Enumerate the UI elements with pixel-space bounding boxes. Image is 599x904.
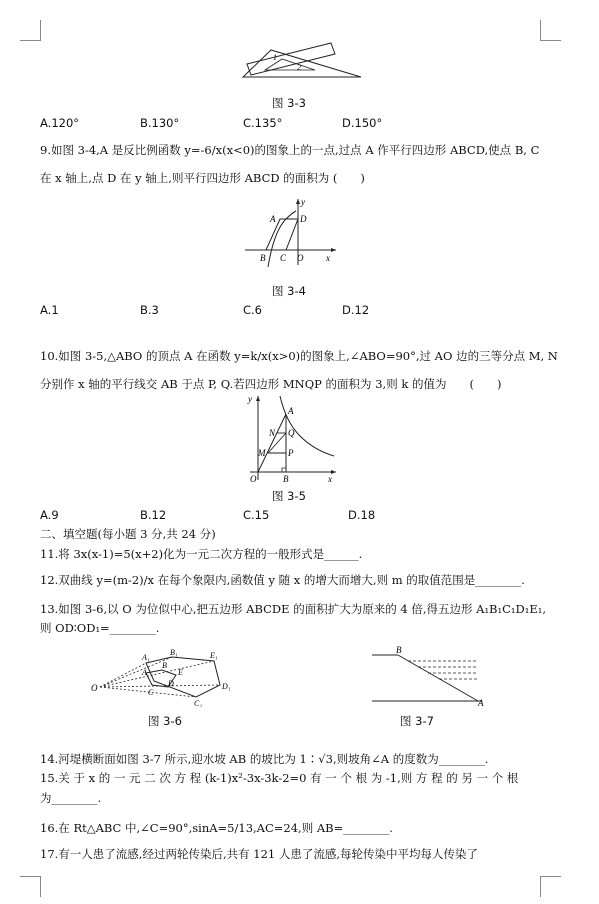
- q10-option-b: B.12: [140, 508, 167, 522]
- q9-option-a: A.1: [40, 303, 59, 317]
- section-2-heading: 二、填空题(每小题 3 分,共 24 分): [40, 527, 216, 541]
- fig34-label-d: D: [300, 214, 307, 224]
- q15-stem-line1: 15.关 于 x 的 一 元 二 次 方 程 (k-1)x²-3x-3k-2=0 有 一 个 根 为 -1,则 方 程 的 另 一 个 根: [40, 771, 519, 785]
- corner-mark-bottom-left: [20, 876, 41, 897]
- fig34-label-a: A: [270, 214, 276, 224]
- fig35-label-n: N: [269, 428, 276, 438]
- q9-stem-line2: 在 x 轴上,点 D 在 y 轴上,则平行四边形 ABCD 的面积为 ( ): [40, 171, 365, 185]
- q17-stem: 17.有一人患了流感,经过两轮传染后,共有 121 人患了流感,每轮传染中平均每人传染了: [40, 847, 479, 861]
- q11-stem: 11.将 3x(x-1)=5(x+2)化为一元二次方程的一般形式是______.: [40, 547, 363, 561]
- fig34-label-x: x: [326, 253, 330, 263]
- q9-option-c: C.6: [243, 303, 263, 317]
- figure-3-3-caption: 图 3-3: [272, 96, 306, 110]
- q15-stem-line2: 为________.: [40, 791, 102, 805]
- figure-3-7: [368, 645, 493, 707]
- q16-stem: 16.在 Rt△ABC 中,∠C=90°,sinA=5/13,AC=24,则 AB=________.: [40, 821, 393, 835]
- fig36-label-d: D: [168, 679, 174, 688]
- fig36-label-d1: D₁: [222, 682, 231, 691]
- corner-mark-top-left: [20, 20, 41, 41]
- fig33-label-1: 1: [273, 53, 277, 62]
- fig37-label-b: B: [396, 645, 402, 655]
- fig34-label-o: O: [297, 253, 304, 263]
- fig35-label-y: y: [248, 394, 252, 404]
- fig36-label-e1: E₁: [210, 651, 218, 660]
- q13-stem-line1: 13.如图 3-6,以 O 为位似中心,把五边形 ABCDE 的面积扩大为原来的 4 倍,得五边形 A₁B₁C₁D₁E₁,: [40, 602, 547, 616]
- fig36-label-b1: B₁: [170, 648, 178, 657]
- figure-3-4-caption: 图 3-4: [272, 284, 306, 298]
- fig36-label-c1: C₁: [194, 699, 203, 707]
- fig35-label-o: O: [250, 474, 257, 482]
- q10-stem-line2: 分别作 x 轴的平行线交 AB 于点 P, Q.若四边形 MNQP 的面积为 3,则 k 的值为 ( ): [40, 377, 502, 391]
- q10-option-c: C.15: [243, 508, 270, 522]
- fig35-label-b: B: [283, 474, 289, 482]
- fig33-label-2: 2: [297, 63, 301, 72]
- fig36-label-a: A: [142, 668, 147, 677]
- q8-option-c: C.135°: [243, 116, 283, 130]
- fig35-label-p: P: [288, 448, 294, 458]
- q10-option-a: A.9: [40, 508, 59, 522]
- figure-3-7-caption: 图 3-7: [400, 714, 434, 728]
- fig35-label-a: A: [288, 406, 294, 416]
- q14-stem: 14.河堤横断面如图 3-7 所示,迎水坡 AB 的坡比为 1∶√3,则坡角∠A 的度数为________.: [40, 752, 489, 766]
- fig35-label-q: Q: [288, 428, 295, 438]
- figure-3-5: [240, 392, 340, 482]
- fig37-label-a: A: [478, 698, 484, 707]
- figure-3-4: [240, 195, 340, 267]
- figure-3-6-caption: 图 3-6: [148, 714, 182, 728]
- fig34-label-c: C: [280, 253, 287, 263]
- fig35-label-x: x: [328, 474, 332, 482]
- q12-stem: 12.双曲线 y=(m-2)/x 在每个象限内,函数值 y 随 x 的增大而增大,则 m 的取值范围是________.: [40, 573, 525, 587]
- q10-option-d: D.18: [348, 508, 376, 522]
- figure-3-6: [90, 645, 240, 707]
- fig34-label-b: B: [260, 253, 266, 263]
- corner-mark-bottom-right: [540, 876, 561, 897]
- q8-option-a: A.120°: [40, 116, 80, 130]
- figure-3-5-caption: 图 3-5: [272, 489, 306, 503]
- fig34-label-y: y: [301, 197, 305, 207]
- fig36-label-o: O: [91, 683, 98, 693]
- fig36-label-b: B: [162, 661, 167, 670]
- q8-option-b: B.130°: [140, 116, 180, 130]
- fig36-label-c: C: [148, 688, 154, 697]
- q8-option-d: D.150°: [342, 116, 383, 130]
- fig35-label-m: M: [258, 448, 266, 458]
- q9-option-d: D.12: [342, 303, 370, 317]
- fig36-label-e: E: [178, 668, 183, 677]
- q9-option-b: B.3: [140, 303, 159, 317]
- fig36-label-a1: A₁: [142, 653, 150, 662]
- q10-stem-line1: 10.如图 3-5,△ABO 的顶点 A 在函数 y=k/x(x>0)的图象上,∠ABO=90°,过 AO 边的三等分点 M, N: [40, 349, 558, 363]
- q9-stem-line1: 9.如图 3-4,A 是反比例函数 y=-6/x(x<0)的图象上的一点,过点 A 作平行四边形 ABCD,使点 B, C: [40, 143, 540, 157]
- corner-mark-top-right: [540, 20, 561, 41]
- q13-stem-line2: 则 OD∶OD₁=________.: [40, 621, 160, 635]
- figure-3-3: [235, 40, 365, 90]
